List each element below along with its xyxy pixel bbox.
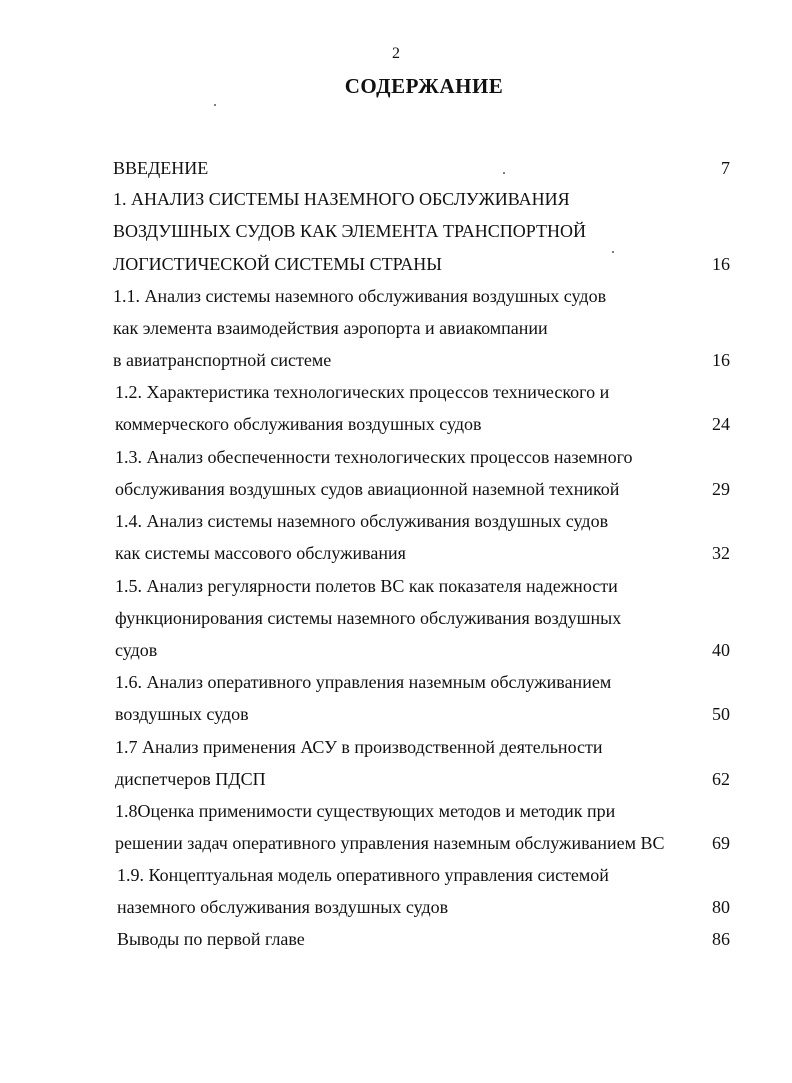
toc-entry-line: коммерческого обслуживания воздушных судов [115,414,482,434]
toc-entry-line: 1.2. Характеристика технологических процессов технического и [115,382,610,402]
toc-entry-page: 32 [712,543,730,563]
toc-entry-page: 69 [712,833,730,853]
toc-entry-line: решении задач оперативного управления наземным обслуживанием ВС [115,833,665,853]
toc-entry-page: 40 [712,640,730,660]
toc-entry-line: 1.3. Анализ обеспеченности технологических процессов наземного [115,447,633,467]
toc-entry-line: 1.1. Анализ системы наземного обслуживания воздушных судов [113,286,607,306]
toc-entry-line: 1. АНАЛИЗ СИСТЕМЫ НАЗЕМНОГО ОБСЛУЖИВАНИЯ [113,189,570,209]
toc-entry-line: функционирования системы наземного обслуживания воздушных [115,608,622,628]
toc-entry-page: 7 [721,158,730,178]
toc-entry-line: как элемента взаимодействия аэропорта и авиакомпании [113,318,548,338]
toc-entry-line: обслуживания воздушных судов авиационной наземной техникой [115,479,620,499]
toc-entry-line: 1.8Оценка применимости существующих методов и методик при [115,801,616,821]
scan-speck [612,251,614,253]
toc-entry-line: 1.4. Анализ системы наземного обслуживания воздушных судов [115,511,609,531]
toc-entry-page: 29 [712,479,730,499]
toc-entry-line: ВОЗДУШНЫХ СУДОВ КАК ЭЛЕМЕНТА ТРАНСПОРТНОЙ [113,221,586,241]
toc-entry-line: наземного обслуживания воздушных судов [117,897,449,917]
toc-entry-line: судов [115,640,158,660]
toc-entry-page: 50 [712,704,730,724]
page-number: 2 [392,45,400,62]
scan-speck [214,104,216,106]
toc-entry-line: 1.5. Анализ регулярности полетов ВС как показателя надежности [115,576,618,596]
toc-entry-line: в авиатранспортной системе [113,350,332,370]
toc-entry-page: 24 [712,414,730,434]
toc-entry-line: 1.6. Анализ оперативного управления наземным обслуживанием [115,672,612,692]
toc-entry-page: 62 [712,769,730,789]
toc-entry-line: 1.9. Концептуальная модель оперативного управления системой [117,865,609,885]
toc-entry-page: 80 [712,897,730,917]
toc-entry-line: ВВЕДЕНИЕ [113,158,209,178]
toc-entry-page: 86 [712,929,730,949]
toc-entry-line: диспетчеров ПДСП [115,769,266,789]
toc-entry-line: 1.7 Анализ применения АСУ в производственной деятельности [115,737,603,757]
toc-entry-line: ЛОГИСТИЧЕСКОЙ СИСТЕМЫ СТРАНЫ [113,254,442,274]
toc-entry-line: как системы массового обслуживания [115,543,406,563]
toc-entry-line: Выводы по первой главе [117,929,305,949]
scan-speck [503,172,505,174]
toc-entry-page: 16 [712,350,730,370]
toc-entry-page: 16 [712,254,730,274]
page-title: СОДЕРЖАНИЕ [344,74,504,98]
toc-entry-line: воздушных судов [115,704,249,724]
